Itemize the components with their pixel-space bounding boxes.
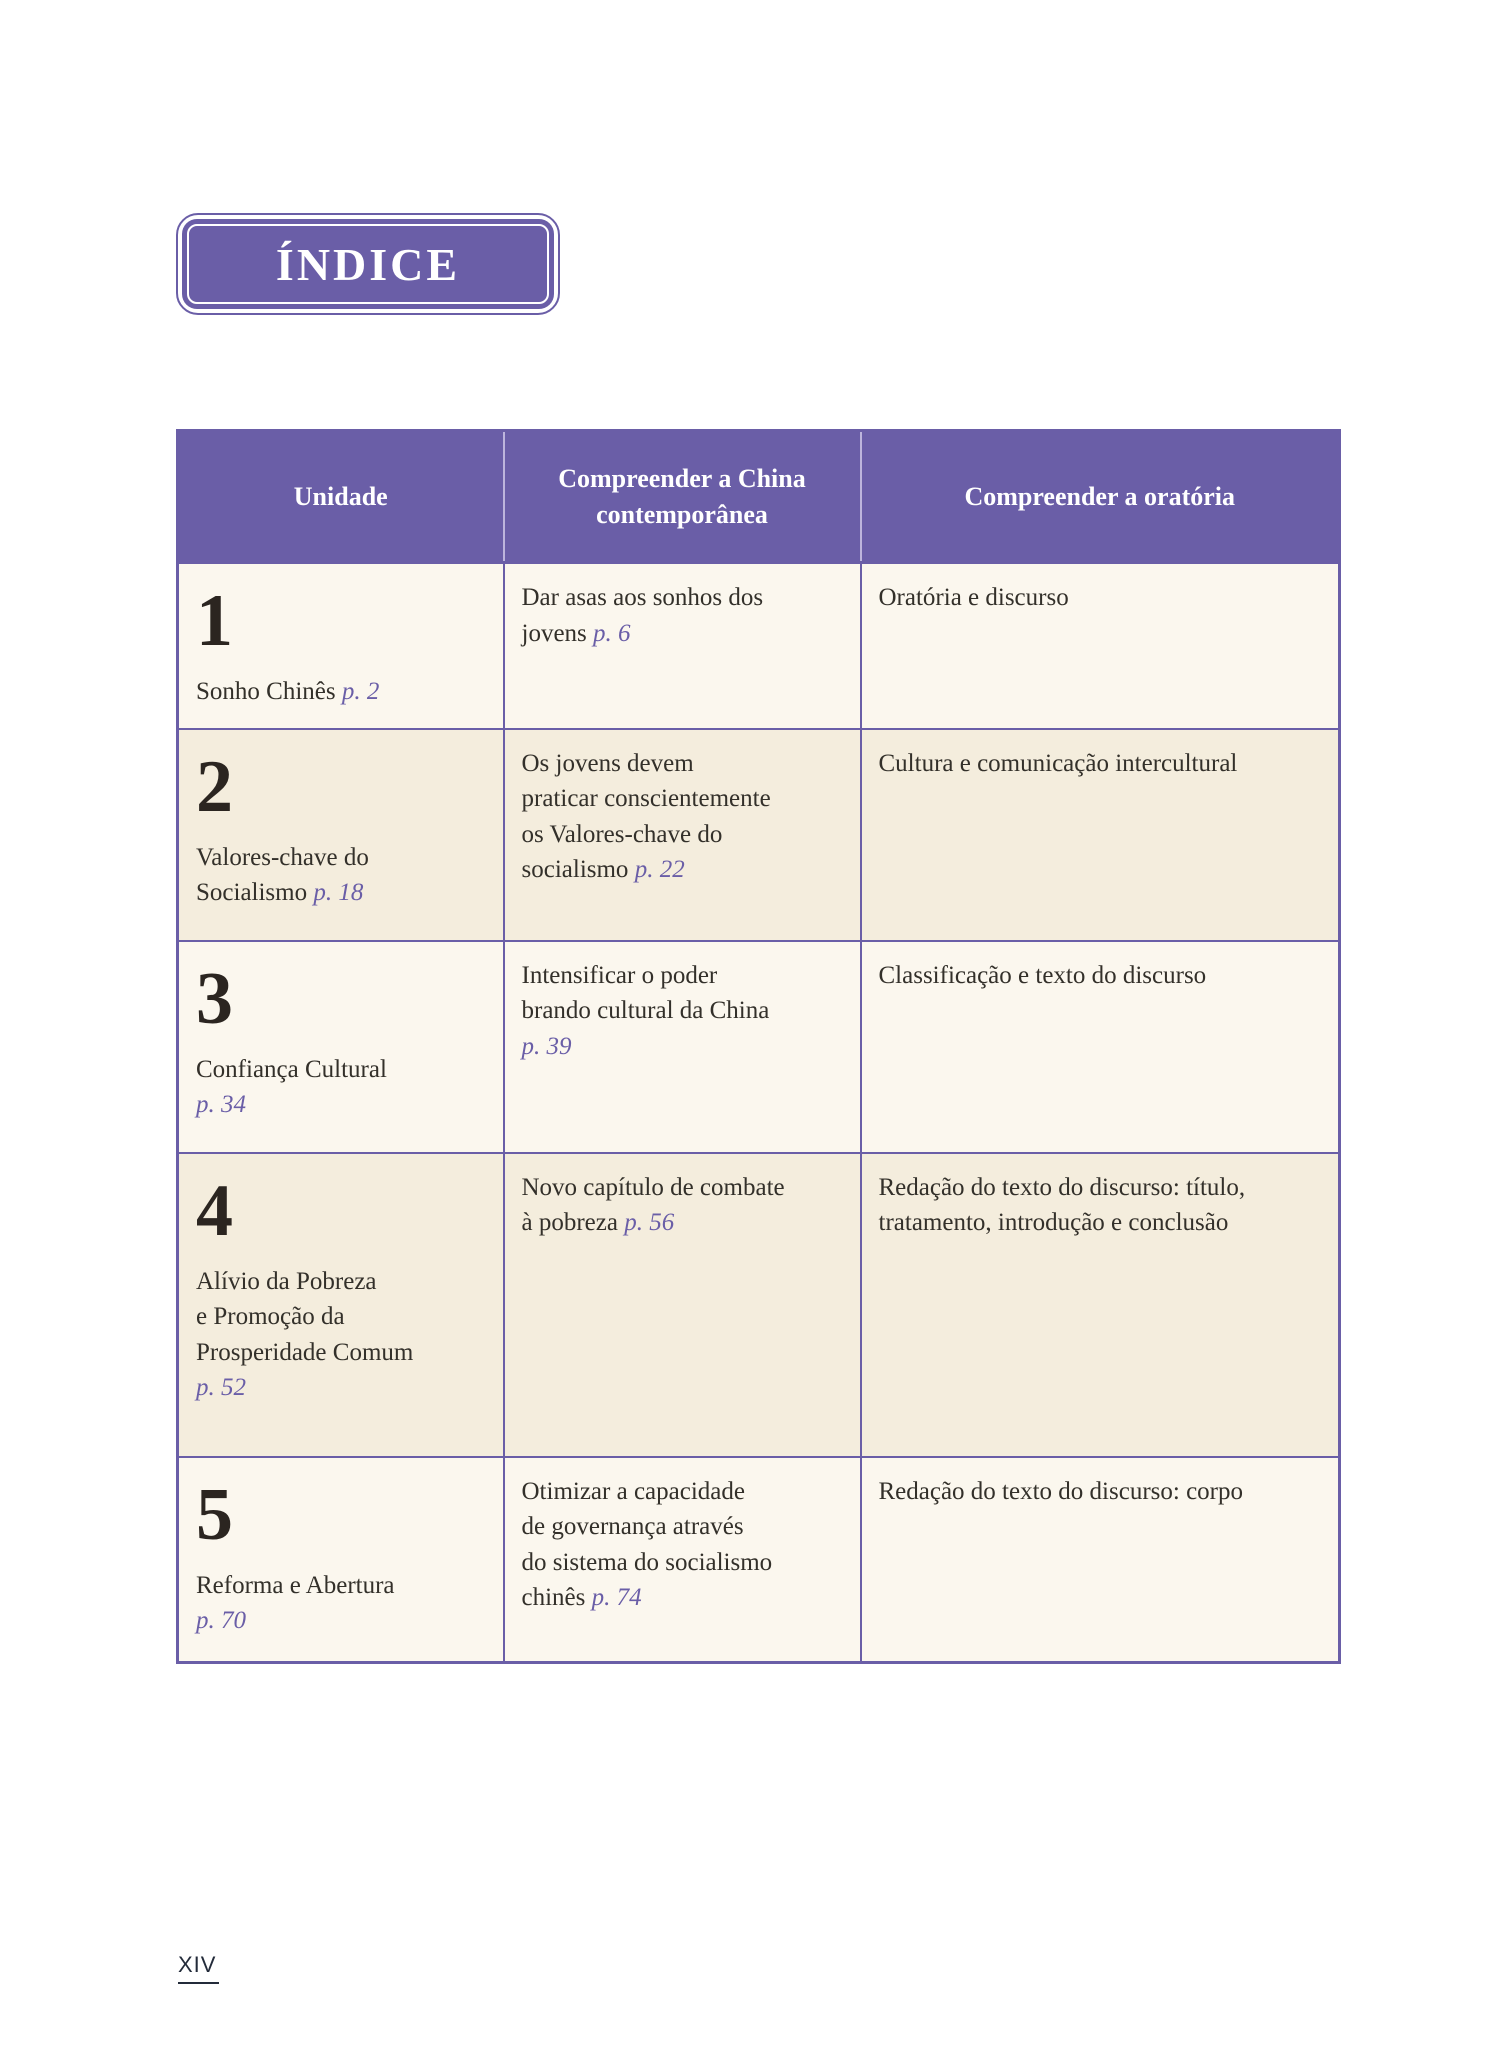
text-line: [522, 1170, 842, 1206]
unit-title: [196, 674, 485, 710]
text-line: [522, 616, 842, 652]
text-line: [196, 1568, 485, 1604]
toc-row: [178, 729, 1340, 941]
text-line: [196, 674, 485, 710]
line-text: à pobreza: [521, 1209, 625, 1236]
unit-cell: [178, 1457, 504, 1663]
toc-body: [178, 563, 1340, 1663]
text-line: [522, 1545, 842, 1581]
badge-plaque: [182, 219, 554, 309]
line-text: Sonho Chinês: [196, 678, 342, 705]
line-text: do sistema do socialismo: [521, 1548, 773, 1576]
page-ref: p. 56: [624, 1209, 675, 1236]
line-text: os Valores-chave do: [521, 820, 723, 848]
page-ref: p. 18: [313, 879, 364, 906]
line-text: Valores-chave do: [196, 843, 369, 871]
text-line: [522, 1580, 842, 1616]
page-ref: p. 39: [521, 1032, 572, 1060]
line-text: chinês: [521, 1584, 592, 1611]
unit-title: [196, 840, 485, 911]
text-line: [522, 781, 842, 817]
toc-row: [178, 1457, 1340, 1663]
text-line: [522, 746, 842, 782]
unit-title: [196, 1052, 485, 1123]
line-text: praticar conscientemente: [521, 785, 771, 812]
text-line: [196, 840, 485, 876]
page-ref: p. 74: [591, 1584, 642, 1611]
text-line: [522, 958, 842, 994]
page-ref: p. 70: [196, 1607, 246, 1634]
china-topic-cell: [504, 563, 861, 729]
oratoria-topic-cell: Cultura e comunicação intercultural: [861, 729, 1340, 941]
text-line: [522, 852, 842, 888]
text-line: [522, 817, 842, 853]
unit-cell: [178, 941, 504, 1153]
unit-number: 1: [196, 580, 233, 662]
line-text: Alívio da Pobreza: [196, 1267, 377, 1295]
line-text: Intensificar o poder: [521, 961, 718, 989]
toc-table: [176, 429, 1341, 1664]
text-line: [196, 1052, 485, 1088]
indice-badge: [176, 213, 560, 315]
unit-number: 2: [196, 745, 233, 828]
oratoria-topic-cell: Redação do texto do discurso: título, tratamento, introdução e conclusão: [861, 1153, 1340, 1457]
text-line: [196, 1087, 485, 1123]
text-line: [522, 1205, 842, 1241]
text-line: [522, 580, 842, 616]
text-line: [522, 1029, 842, 1065]
text-line: [522, 993, 842, 1029]
col-header-unidade: Unidade: [178, 431, 504, 563]
unit-cell: [178, 563, 504, 729]
text-line: [196, 1299, 485, 1335]
oratoria-topic-cell: Classificação e texto do discurso: [861, 941, 1340, 1153]
unit-number: 4: [196, 1169, 233, 1252]
text-line: [196, 1370, 485, 1406]
china-topic-cell: [504, 729, 861, 941]
page-ref: p. 6: [593, 619, 631, 647]
line-text: Confiança Cultural: [196, 1055, 387, 1083]
page-ref: p. 52: [196, 1374, 246, 1401]
china-topic-cell: [504, 941, 861, 1153]
col-header-china: Compreender a China contemporânea: [504, 431, 861, 563]
line-text: Prosperidade Comum: [196, 1338, 414, 1366]
unit-cell: [178, 1153, 504, 1457]
page-number: [178, 1952, 219, 1984]
page-number-text: XIV: [178, 1952, 219, 1984]
text-line: [196, 1603, 485, 1639]
page-ref: p. 2: [341, 678, 380, 705]
line-text: brando cultural da China: [521, 997, 770, 1024]
toc-header-row: [178, 431, 1340, 563]
line-text: socialismo: [521, 856, 635, 883]
text-line: [522, 1474, 842, 1510]
col-header-oratoria: Compreender a oratória: [861, 431, 1340, 563]
text-line: [522, 1509, 842, 1545]
page-ref: p. 22: [634, 856, 685, 883]
unit-title: [196, 1264, 485, 1406]
text-line: [196, 1264, 485, 1300]
page-title: ÍNDICE: [275, 238, 461, 290]
toc-row: [178, 941, 1340, 1153]
toc-row: [178, 563, 1340, 729]
text-line: [196, 875, 485, 911]
unit-number: 3: [196, 957, 233, 1040]
unit-title: [196, 1568, 485, 1639]
text-line: [196, 1335, 485, 1371]
china-topic-cell: [504, 1457, 861, 1663]
line-text: jovens: [521, 619, 594, 647]
line-text: e Promoção da: [196, 1303, 345, 1330]
oratoria-topic-cell: Oratória e discurso: [861, 563, 1340, 729]
unit-cell: [178, 729, 504, 941]
line-text: Dar asas aos sonhos dos: [521, 584, 764, 611]
badge-frame: [176, 213, 560, 315]
unit-number: 5: [196, 1473, 233, 1556]
oratoria-topic-cell: Redação do texto do discurso: corpo: [861, 1457, 1340, 1663]
line-text: Novo capítulo de combate: [521, 1173, 785, 1201]
china-topic-cell: [504, 1153, 861, 1457]
page-ref: p. 34: [196, 1091, 246, 1118]
line-text: Os jovens devem: [521, 749, 694, 777]
line-text: de governança através: [521, 1513, 744, 1540]
line-text: Reforma e Abertura: [196, 1571, 395, 1599]
line-text: Otimizar a capacidade: [521, 1477, 745, 1505]
toc-row: [178, 1153, 1340, 1457]
line-text: Socialismo: [196, 879, 314, 906]
